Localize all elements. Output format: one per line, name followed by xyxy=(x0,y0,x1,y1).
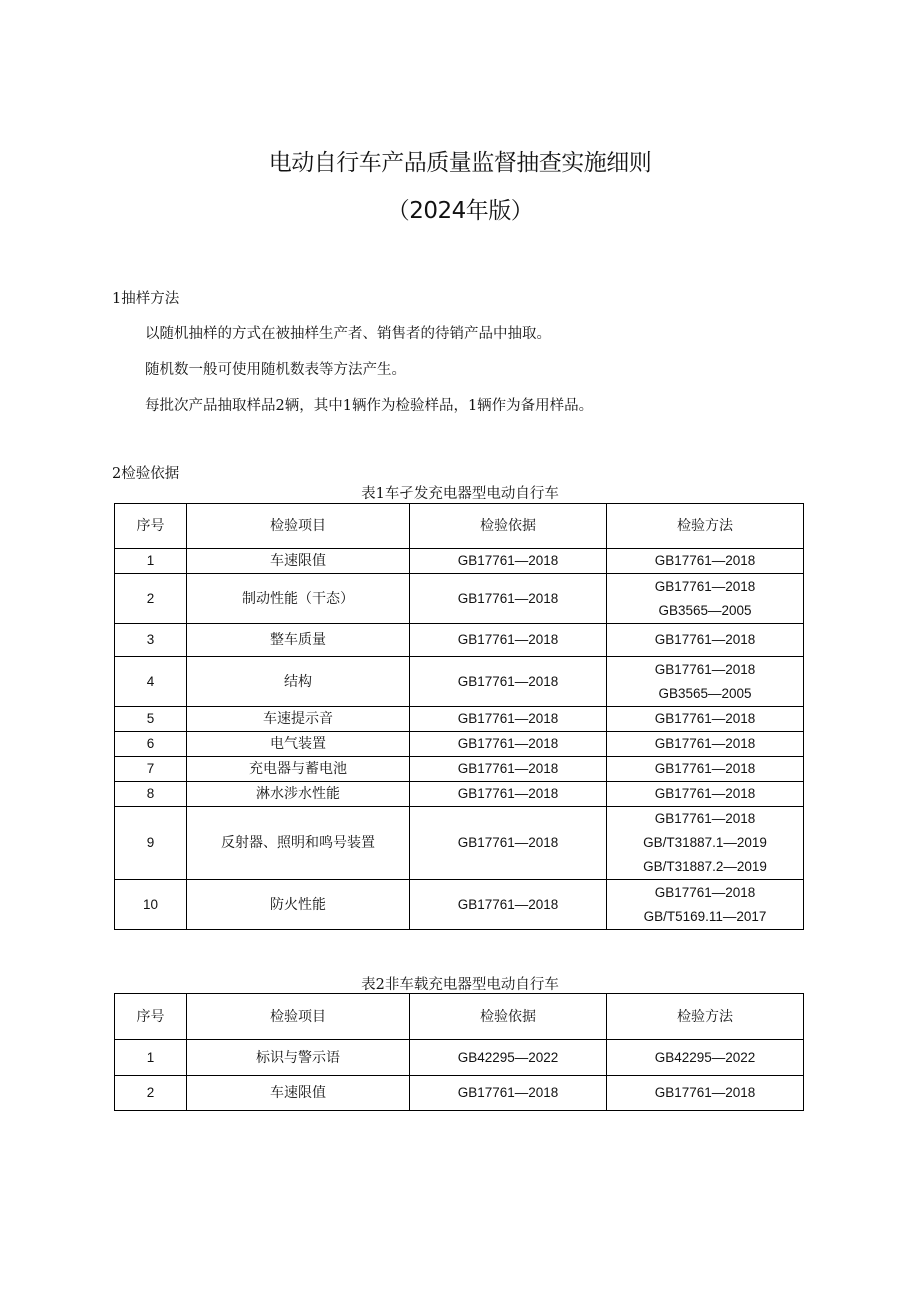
method-standard: GB17761—2018 xyxy=(654,578,756,594)
inspection-method xyxy=(607,1040,804,1076)
table-row xyxy=(115,807,804,880)
row-number: 8 xyxy=(115,782,187,807)
table-header-row xyxy=(115,994,804,1040)
table-row xyxy=(115,624,804,657)
inspection-basis: GB17761—2018 xyxy=(410,657,607,707)
header-cell: 检验依据 xyxy=(410,994,607,1040)
method-standard: GB42295—2022 xyxy=(654,1049,756,1065)
method-standard: GB17761—2018 xyxy=(654,884,756,900)
table-row xyxy=(115,574,804,624)
inspection-method xyxy=(607,757,804,782)
inspection-basis: GB42295—2022 xyxy=(410,1040,607,1076)
table-row xyxy=(115,657,804,707)
inspection-basis: GB17761—2018 xyxy=(410,807,607,880)
inspection-method xyxy=(607,1076,804,1111)
inspection-item: 标识与警示语 xyxy=(187,1040,410,1076)
table-row xyxy=(115,707,804,732)
table2 xyxy=(114,993,804,1111)
method-standard: GB17761—2018 xyxy=(654,811,756,826)
method-standard: GB3565—2005 xyxy=(658,685,752,701)
inspection-method xyxy=(607,549,804,574)
inspection-basis: GB17761—2018 xyxy=(410,574,607,624)
method-standard: GB17761—2018 xyxy=(654,736,756,751)
inspection-basis: GB17761—2018 xyxy=(410,880,607,930)
inspection-item: 车速限值 xyxy=(187,1076,410,1111)
header-cell: 序号 xyxy=(115,994,187,1040)
method-standard: GB17761—2018 xyxy=(654,632,756,647)
header-cell: 检验项目 xyxy=(187,994,410,1040)
method-standard: GB17761—2018 xyxy=(654,1085,756,1100)
method-standard: GB/T31887.1—2019 xyxy=(643,835,767,850)
row-number: 9 xyxy=(115,807,187,880)
method-standard: GB17761—2018 xyxy=(654,661,756,677)
row-number: 7 xyxy=(115,757,187,782)
inspection-method xyxy=(607,574,804,624)
row-number: 5 xyxy=(115,707,187,732)
inspection-basis: GB17761—2018 xyxy=(410,624,607,657)
inspection-method xyxy=(607,782,804,807)
inspection-method xyxy=(607,707,804,732)
section-heading-sampling: 1抽样方法 xyxy=(112,291,180,307)
method-standard: GB/T31887.2—2019 xyxy=(643,859,767,874)
inspection-item: 充电器与蓄电池 xyxy=(187,757,410,782)
method-standard: GB/T5169.11—2017 xyxy=(643,908,767,924)
inspection-method xyxy=(607,880,804,930)
inspection-item: 防火性能 xyxy=(187,880,410,930)
inspection-method xyxy=(607,807,804,880)
paragraph: 每批次产品抽取样品2辆，其中1辆作为检验样品，1辆作为备用样品。 xyxy=(145,398,594,414)
table-row xyxy=(115,757,804,782)
inspection-basis: GB17761—2018 xyxy=(410,782,607,807)
table2-caption: 表2非车载充电器型电动自行车 xyxy=(361,977,559,993)
row-number: 3 xyxy=(115,624,187,657)
row-number: 1 xyxy=(115,1040,187,1076)
inspection-item: 车速限值 xyxy=(187,549,410,574)
inspection-basis: GB17761—2018 xyxy=(410,732,607,757)
row-number: 2 xyxy=(115,1076,187,1111)
method-standard: GB17761—2018 xyxy=(654,786,756,801)
method-standard: GB17761—2018 xyxy=(654,553,756,568)
inspection-item: 淋水涉水性能 xyxy=(187,782,410,807)
paragraph: 随机数一般可使用随机数表等方法产生。 xyxy=(145,362,406,378)
inspection-item: 制动性能（干态） xyxy=(187,574,410,624)
table-row xyxy=(115,732,804,757)
inspection-item: 整车质量 xyxy=(187,624,410,657)
inspection-item: 反射器、照明和鸣号装置 xyxy=(187,807,410,880)
inspection-item: 结构 xyxy=(187,657,410,707)
inspection-method xyxy=(607,732,804,757)
row-number: 4 xyxy=(115,657,187,707)
row-number: 1 xyxy=(115,549,187,574)
paragraph: 以随机抽样的方式在被抽样生产者、销售者的待销产品中抽取。 xyxy=(145,326,551,342)
document-edition: （2024年版） xyxy=(386,198,534,224)
header-cell: 检验方法 xyxy=(607,504,804,549)
inspection-method xyxy=(607,624,804,657)
table-row xyxy=(115,1076,804,1111)
section-heading-basis: 2检验依据 xyxy=(112,466,180,482)
method-standard: GB17761—2018 xyxy=(654,761,756,776)
table-header-row xyxy=(115,504,804,549)
table-row xyxy=(115,782,804,807)
method-standard: GB3565—2005 xyxy=(658,602,752,618)
header-cell: 检验项目 xyxy=(187,504,410,549)
row-number: 2 xyxy=(115,574,187,624)
row-number: 6 xyxy=(115,732,187,757)
table-row xyxy=(115,880,804,930)
table1 xyxy=(114,503,804,930)
inspection-basis: GB17761—2018 xyxy=(410,549,607,574)
document-title: 电动自行车产品质量监督抽查实施细则 xyxy=(268,150,652,176)
table-row xyxy=(115,1040,804,1076)
inspection-basis: GB17761—2018 xyxy=(410,707,607,732)
table1-caption: 表1车孑发充电器型电动自行车 xyxy=(361,486,559,502)
inspection-item: 车速提示音 xyxy=(187,707,410,732)
header-cell: 检验方法 xyxy=(607,994,804,1040)
inspection-item: 电气装置 xyxy=(187,732,410,757)
method-standard: GB17761—2018 xyxy=(654,711,756,726)
header-cell: 检验依据 xyxy=(410,504,607,549)
header-cell: 序号 xyxy=(115,504,187,549)
inspection-method xyxy=(607,657,804,707)
table-row xyxy=(115,549,804,574)
inspection-basis: GB17761—2018 xyxy=(410,757,607,782)
inspection-basis: GB17761—2018 xyxy=(410,1076,607,1111)
row-number: 10 xyxy=(115,880,187,930)
